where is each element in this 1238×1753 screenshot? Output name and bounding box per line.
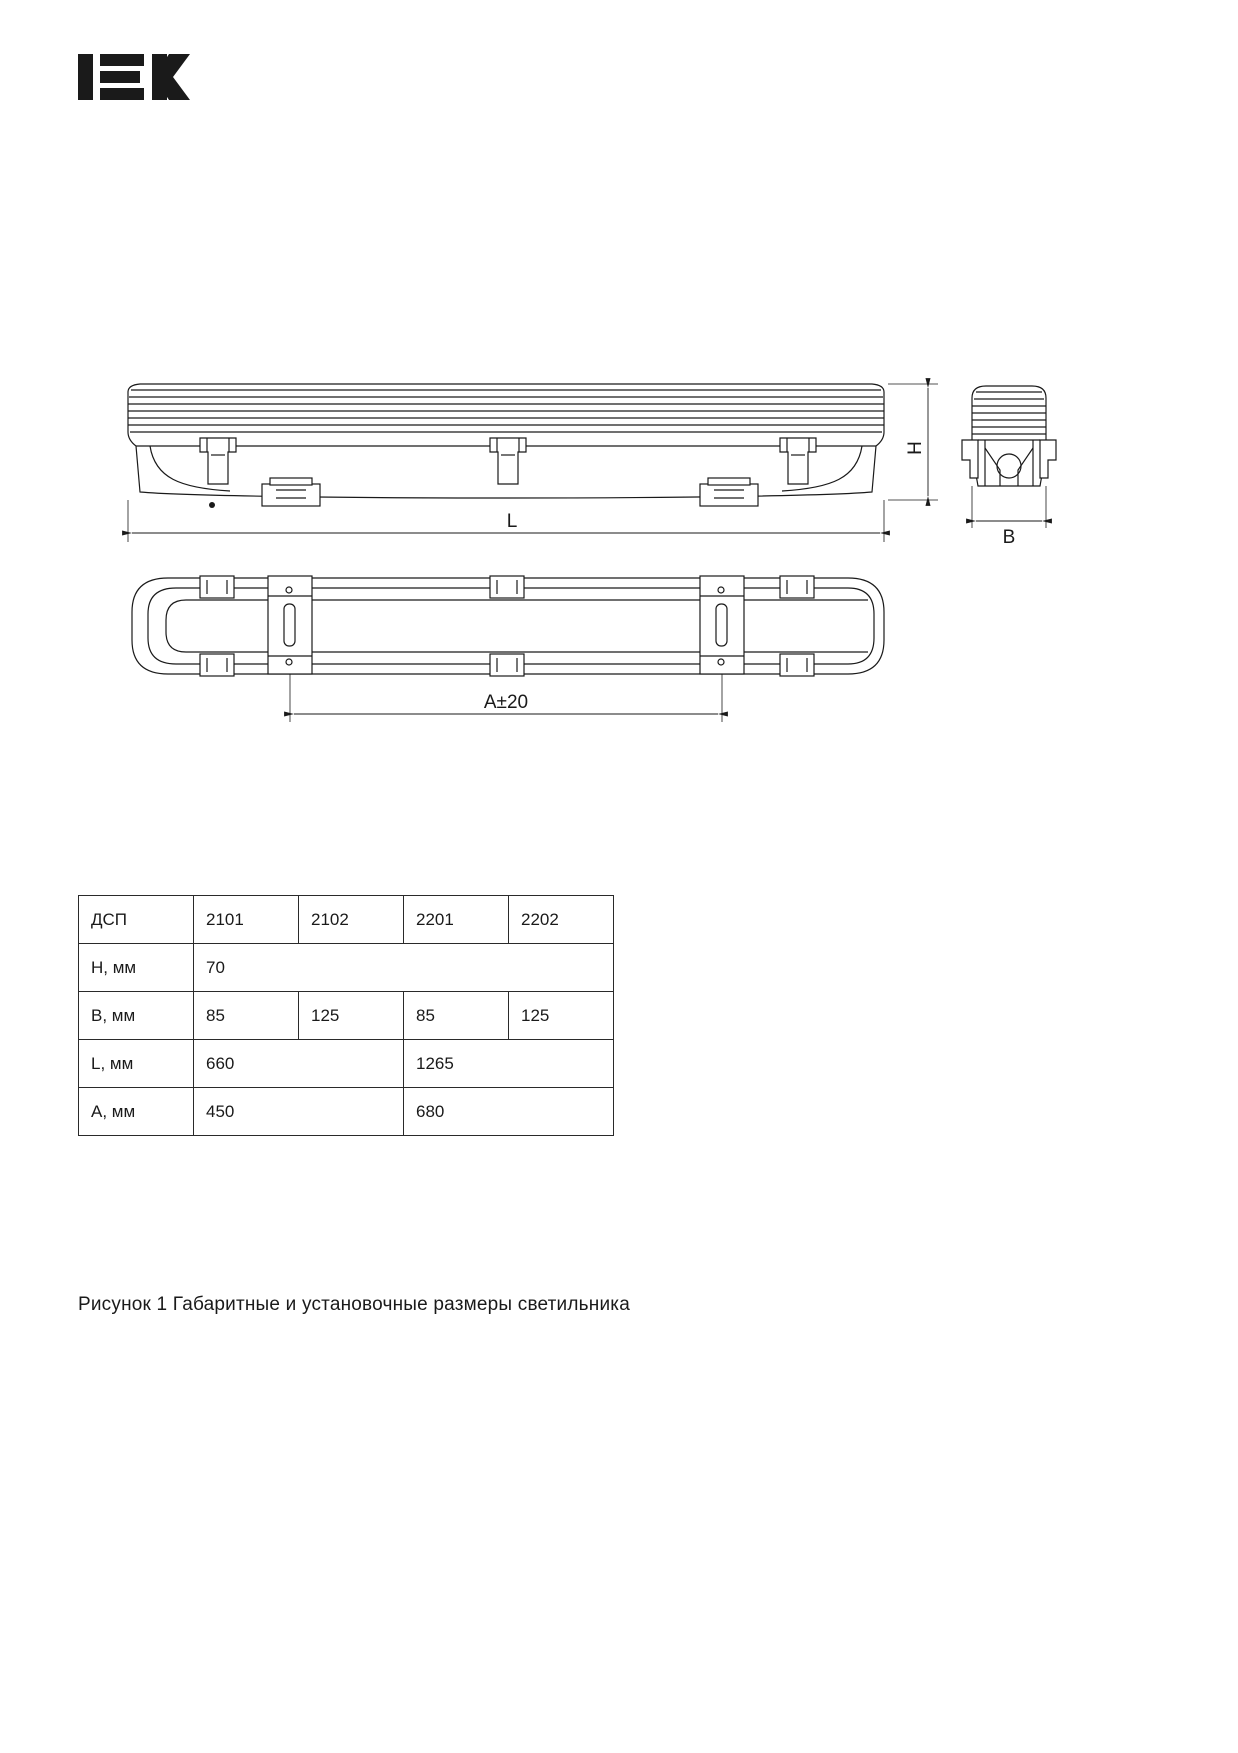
cell-l-21xx: 660	[194, 1040, 404, 1088]
dimensions-table	[78, 895, 614, 1136]
row-label: H, мм	[79, 944, 194, 992]
top-view	[132, 576, 884, 722]
figure-caption: Рисунок 1 Габаритные и установочные размеры светильника	[78, 1294, 630, 1315]
table-row	[79, 1040, 614, 1088]
cell-b-2101: 85	[194, 992, 299, 1040]
row-label: ДСП	[79, 896, 194, 944]
dimension-label-a: A±20	[483, 692, 529, 713]
cell-b-2102: 125	[299, 992, 404, 1040]
iek-logo	[78, 48, 218, 106]
dimension-label-l: L	[506, 511, 518, 532]
table-row	[79, 944, 614, 992]
end-view	[962, 386, 1056, 548]
side-view	[128, 384, 938, 542]
cell-a-21xx: 450	[194, 1088, 404, 1136]
cell-a-22xx: 680	[404, 1088, 614, 1136]
cell-b-2201: 85	[404, 992, 509, 1040]
cell-b-2202: 125	[509, 992, 614, 1040]
row-label: B, мм	[79, 992, 194, 1040]
cell-dsp-2102: 2102	[299, 896, 404, 944]
dimension-label-b: B	[1002, 527, 1016, 548]
table-row	[79, 992, 614, 1040]
dimension-label-h: H	[905, 441, 926, 455]
row-label: L, мм	[79, 1040, 194, 1088]
table-row	[79, 896, 614, 944]
row-label: A, мм	[79, 1088, 194, 1136]
luminaire-technical-drawing	[0, 0, 1238, 760]
cell-h-all: 70	[194, 944, 614, 992]
cell-dsp-2201: 2201	[404, 896, 509, 944]
cell-l-22xx: 1265	[404, 1040, 614, 1088]
cell-dsp-2202: 2202	[509, 896, 614, 944]
table-row	[79, 1088, 614, 1136]
cell-dsp-2101: 2101	[194, 896, 299, 944]
